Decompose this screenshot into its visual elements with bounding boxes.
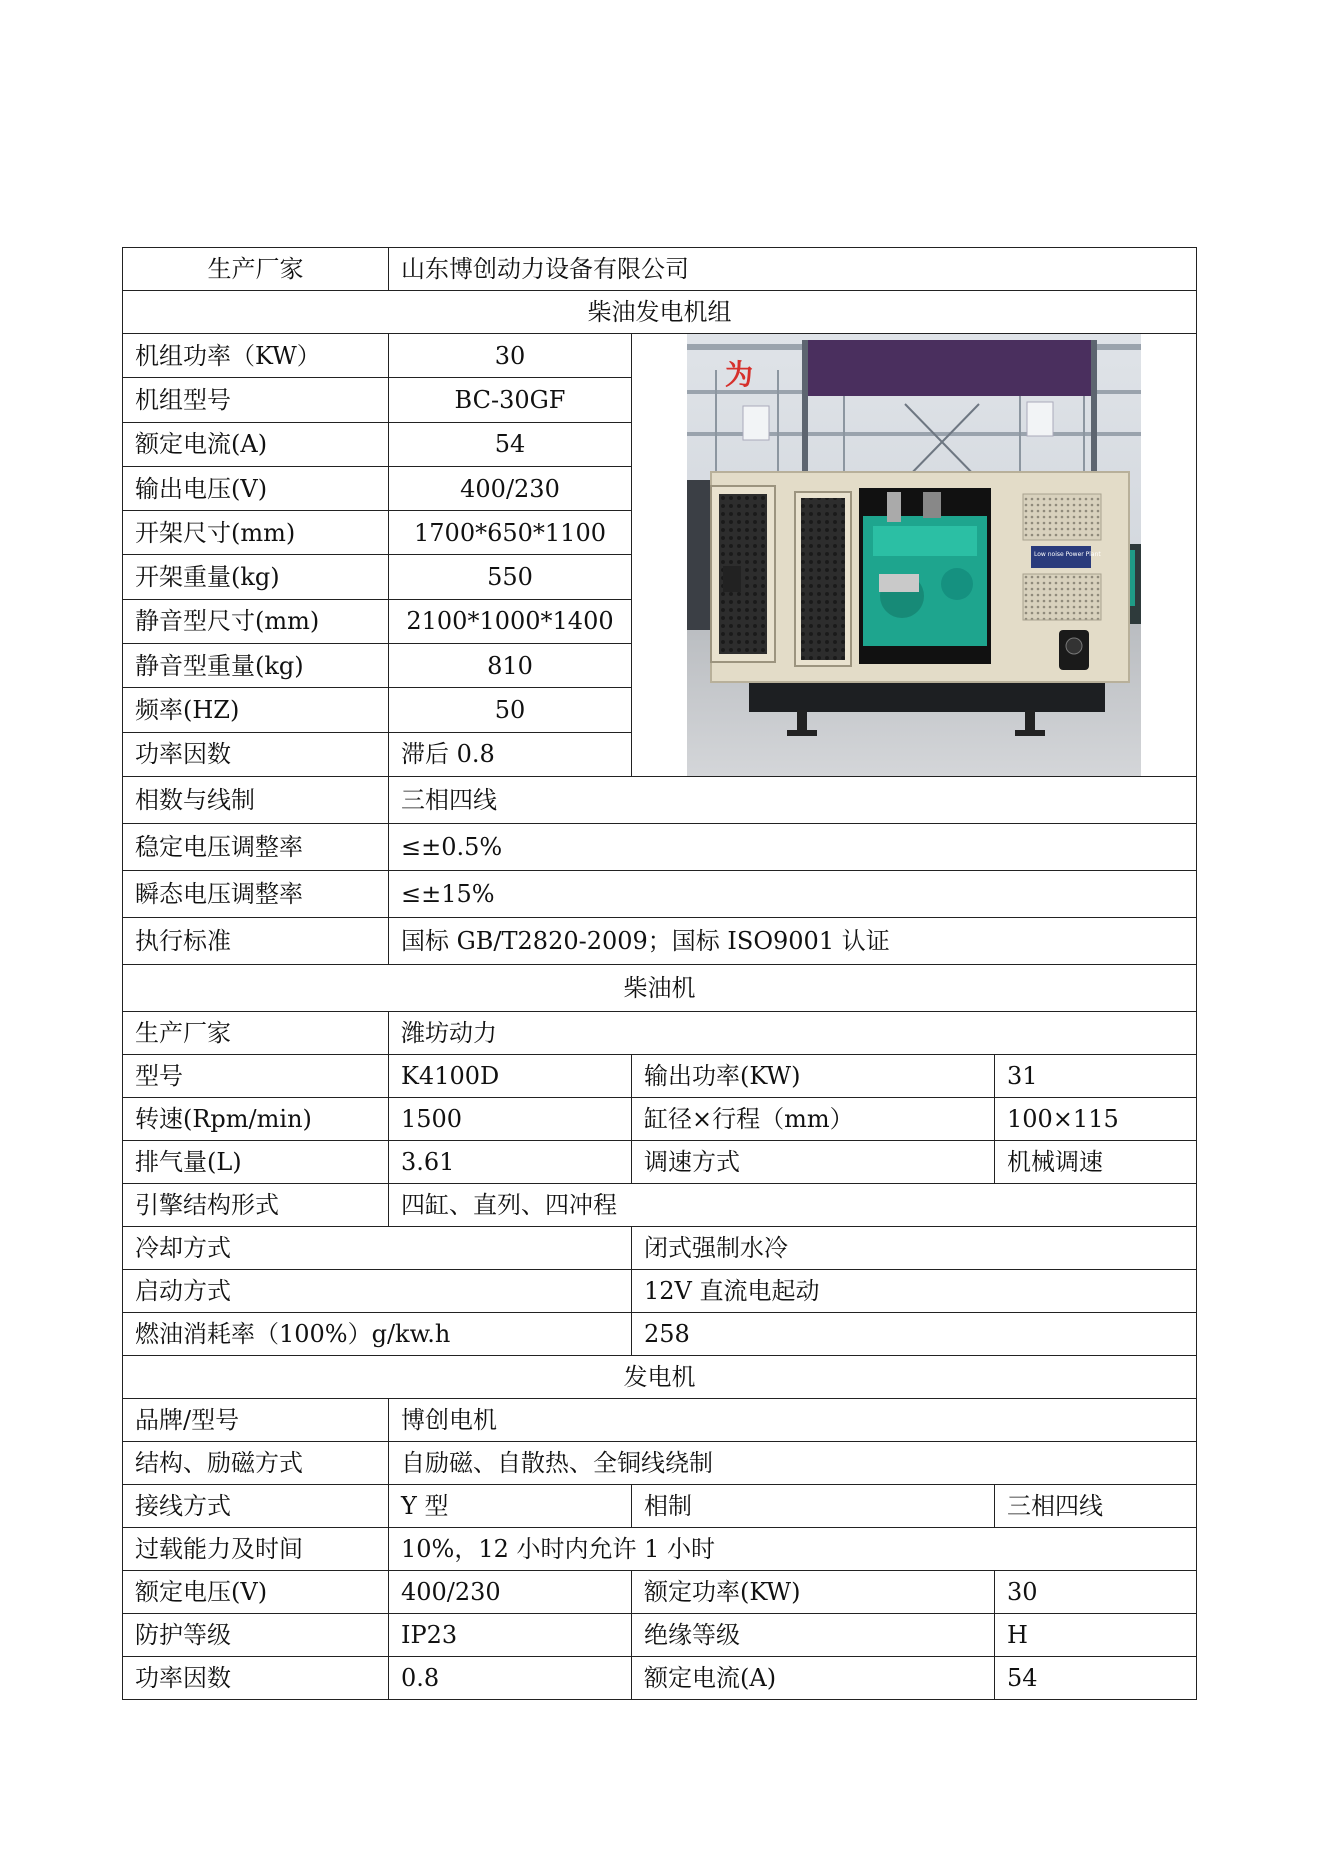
row-label: 缸径×行程（mm） <box>632 1098 995 1141</box>
row-value: K4100D <box>389 1055 632 1098</box>
row-label: 额定电流(A) <box>632 1657 995 1700</box>
genset-section-header <box>123 291 1197 334</box>
row-value: IP23 <box>389 1614 632 1657</box>
row-label: 执行标准 <box>123 918 389 965</box>
row-label: 稳定电压调整率 <box>123 824 389 871</box>
sign-text: 为 <box>725 358 754 391</box>
row-value: 400/230 <box>389 466 632 510</box>
row-value: 810 <box>389 644 632 688</box>
row-label: 额定功率(KW) <box>632 1571 995 1614</box>
engine-structure-row <box>123 1184 1197 1227</box>
purple-banner <box>805 340 1095 396</box>
spec-table <box>122 247 1197 1700</box>
row-label: 引擎结构形式 <box>123 1184 389 1227</box>
row-value: 国标 GB/T2820-2009；国标 ISO9001 认证 <box>389 918 1197 965</box>
row-label: 调速方式 <box>632 1141 995 1184</box>
row-label: 生产厂家 <box>123 1012 389 1055</box>
engine-manufacturer-row <box>123 1012 1197 1055</box>
row-value: 三相四线 <box>995 1485 1197 1528</box>
row-label: 开架重量(kg) <box>123 555 389 599</box>
genset-photo-cell <box>632 334 1197 777</box>
row-value: 30 <box>995 1571 1197 1614</box>
alternator-section-header <box>123 1356 1197 1399</box>
row-value: 550 <box>389 555 632 599</box>
row-label: 输出电压(V) <box>123 466 389 510</box>
row-label: 防护等级 <box>123 1614 389 1657</box>
row-label: 排气量(L) <box>123 1141 389 1184</box>
row-value: 50 <box>389 688 632 732</box>
row-label: 频率(HZ) <box>123 688 389 732</box>
row-value: 潍坊动力 <box>389 1012 1197 1055</box>
row-value: 400/230 <box>389 1571 632 1614</box>
row-label: 相数与线制 <box>123 777 389 824</box>
manufacturer-row <box>123 248 1197 291</box>
manufacturer-label: 生产厂家 <box>123 248 389 291</box>
alternator-wiring-row <box>123 1485 1197 1528</box>
alternator-excitation-row <box>123 1442 1197 1485</box>
section-title: 柴油发电机组 <box>123 291 1197 334</box>
row-label: 功率因数 <box>123 732 389 776</box>
row-value: 滞后 0.8 <box>389 732 632 776</box>
alternator-row <box>123 1571 1197 1614</box>
engine-row <box>123 1055 1197 1098</box>
row-value: 1700*650*1100 <box>389 511 632 555</box>
row-value: Y 型 <box>389 1485 632 1528</box>
row-label: 额定电压(V) <box>123 1571 389 1614</box>
row-value: 100×115 <box>995 1098 1197 1141</box>
row-label: 转速(Rpm/min) <box>123 1098 389 1141</box>
alternator-row <box>123 1614 1197 1657</box>
row-label: 机组功率（KW） <box>123 334 389 378</box>
row-value: 10%，12 小时内允许 1 小时 <box>389 1528 1197 1571</box>
row-value: 30 <box>389 334 632 378</box>
row-label: 品牌/型号 <box>123 1399 389 1442</box>
engine-row <box>123 1098 1197 1141</box>
engine-section-header <box>123 965 1197 1012</box>
genset-wide-row <box>123 824 1197 871</box>
row-label: 启动方式 <box>123 1270 632 1313</box>
row-label: 绝缘等级 <box>632 1614 995 1657</box>
row-label: 功率因数 <box>123 1657 389 1700</box>
row-label: 瞬态电压调整率 <box>123 871 389 918</box>
row-label: 相制 <box>632 1485 995 1528</box>
row-value: 自励磁、自散热、全铜线绕制 <box>389 1442 1197 1485</box>
row-label: 结构、励磁方式 <box>123 1442 389 1485</box>
row-value: BC-30GF <box>389 378 632 422</box>
row-label: 静音型尺寸(mm) <box>123 599 389 643</box>
row-label: 输出功率(KW) <box>632 1055 995 1098</box>
engine-row <box>123 1141 1197 1184</box>
section-title: 发电机 <box>123 1356 1197 1399</box>
plate-text: Low noise Power Plant <box>1034 551 1101 558</box>
row-label: 额定电流(A) <box>123 422 389 466</box>
row-value: 四缸、直列、四冲程 <box>389 1184 1197 1227</box>
row-value: 3.61 <box>389 1141 632 1184</box>
genset-wide-row <box>123 777 1197 824</box>
row-value: ≤±0.5% <box>389 824 1197 871</box>
row-value: 0.8 <box>389 1657 632 1700</box>
manufacturer-value: 山东博创动力设备有限公司 <box>389 248 1197 291</box>
row-label: 接线方式 <box>123 1485 389 1528</box>
genset-wide-row <box>123 871 1197 918</box>
row-label: 静音型重量(kg) <box>123 644 389 688</box>
row-value: 1500 <box>389 1098 632 1141</box>
row-label: 过载能力及时间 <box>123 1528 389 1571</box>
row-value: H <box>995 1614 1197 1657</box>
alternator-row <box>123 1657 1197 1700</box>
row-label: 机组型号 <box>123 378 389 422</box>
row-value: 三相四线 <box>389 777 1197 824</box>
row-value: 12V 直流电起动 <box>632 1270 1197 1313</box>
alternator-overload-row <box>123 1528 1197 1571</box>
row-value: 博创电机 <box>389 1399 1197 1442</box>
row-value: 机械调速 <box>995 1141 1197 1184</box>
row-value: 54 <box>389 422 632 466</box>
row-label: 燃油消耗率（100%）g/kw.h <box>123 1313 632 1356</box>
row-label: 冷却方式 <box>123 1227 632 1270</box>
genset-photo <box>687 334 1141 776</box>
engine-start-row <box>123 1270 1197 1313</box>
row-value: 31 <box>995 1055 1197 1098</box>
row-value: 258 <box>632 1313 1197 1356</box>
row-label: 型号 <box>123 1055 389 1098</box>
row-value: ≤±15% <box>389 871 1197 918</box>
alternator-brand-row <box>123 1399 1197 1442</box>
engine-fuel-row <box>123 1313 1197 1356</box>
genset-wide-row <box>123 918 1197 965</box>
genset-base <box>749 678 1105 712</box>
row-value: 2100*1000*1400 <box>389 599 632 643</box>
engine-cooling-row <box>123 1227 1197 1270</box>
section-title: 柴油机 <box>123 965 1197 1012</box>
genset-row <box>123 334 1197 378</box>
row-value: 闭式强制水冷 <box>632 1227 1197 1270</box>
row-value: 54 <box>995 1657 1197 1700</box>
row-label: 开架尺寸(mm) <box>123 511 389 555</box>
